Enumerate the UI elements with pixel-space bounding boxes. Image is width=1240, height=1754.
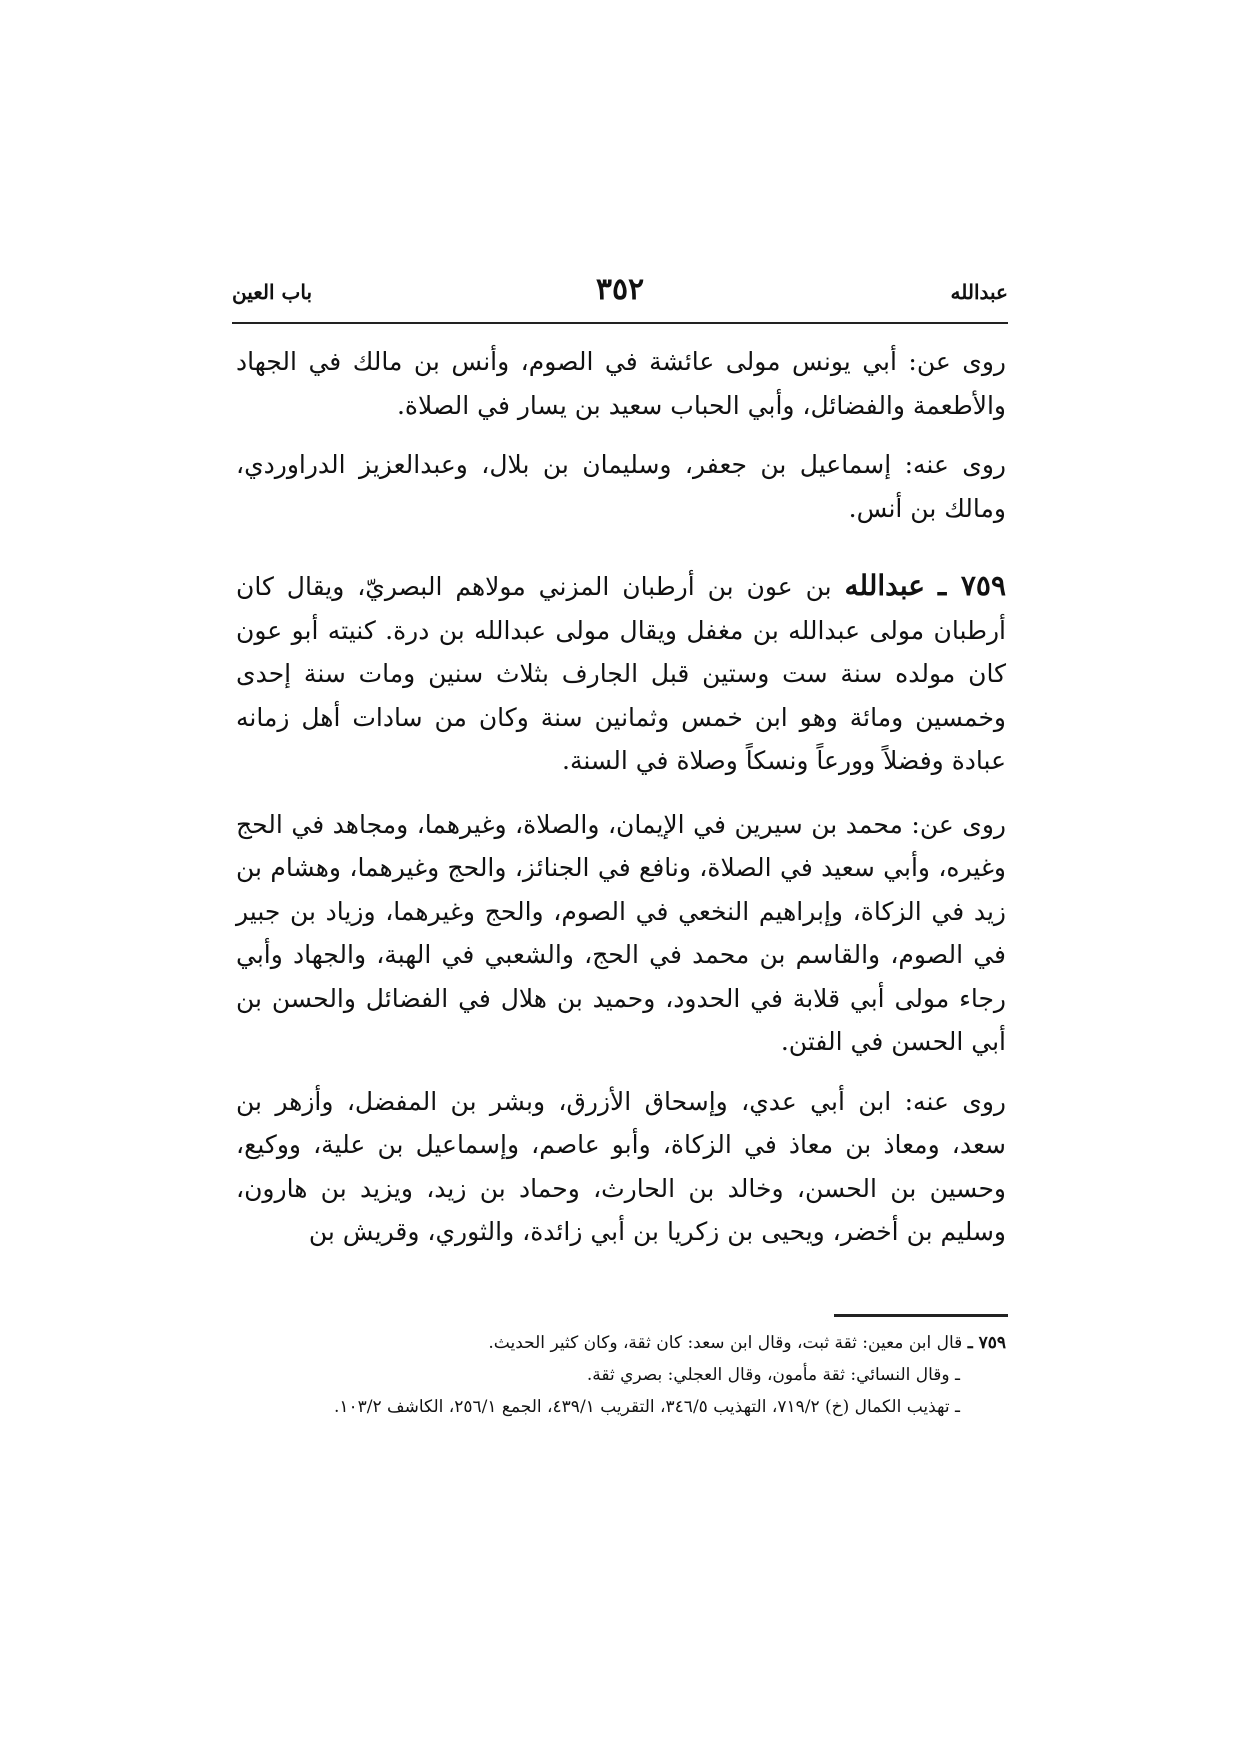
page-number: ٣٥٢ xyxy=(595,272,645,307)
footnote-text-1: قال ابن معين: ثقة ثبت، وقال ابن سعد: كان ثقة، وكان كثير الحديث. xyxy=(488,1333,968,1353)
footnotes xyxy=(236,1328,1006,1424)
main-text xyxy=(236,340,1006,1270)
footnote-rule xyxy=(834,1314,1008,1317)
paragraph-narrators-from-him: روى عنه: إسماعيل بن جعفر، وسليمان بن بلال، وعبدالعزيز الدراوردي، ومالك بن أنس. xyxy=(236,450,1006,523)
entry-759 xyxy=(236,564,1006,783)
paragraph-narrated-from: روى عن: أبي يونس مولى عائشة في الصوم، وأنس بن مالك في الجهاد والأطعمة والفضائل، وأبي الحباب سعيد بن يسار في الصلاة. xyxy=(236,347,1006,420)
running-head-left: باب العين xyxy=(232,280,313,304)
entry-biography: بن عون بن أرطبان المزني مولاهم البصريّ، ويقال كان أرطبان مولى عبدالله بن مغفل ويقال مولى عبدالله بن درة. كنيته أبو عون كان مولده سنة ست وستين قبل الجارف بثلاث سنين ومات سنة إحدى وخمسين ومائة وهو ابن خمس وثمانين سنة وكان من سادات أهل زمانه عبادة وفضلاً وورعاً ونسكاً وصلاة في السنة. xyxy=(236,572,1006,775)
footnote-number: ٧٥٩ ـ xyxy=(967,1333,1006,1353)
footnote-line-2: ـ وقال النسائي: ثقة مأمون، وقال العجلي: بصري ثقة. xyxy=(586,1365,960,1385)
page-header xyxy=(232,272,1008,316)
running-head-right: عبدالله xyxy=(950,280,1008,304)
entry-number: ٧٥٩ ـ xyxy=(937,569,1006,602)
footnote-line-1 xyxy=(236,1328,1006,1358)
paragraph-entry-narrated-from: روى عن: محمد بن سيرين في الإيمان، والصلاة، وغيرهما، ومجاهد في الحج وغيره، وأبي سعيد في الصلاة، ونافع في الجنائز، والحج وغيرهما، وهشام بن زيد في الزكاة، وإبراهيم النخعي في الصوم، والحج وغيرهما، وزياد بن جبير في الصوم، والقاسم بن محمد في الحج، والشعبي في الهبة، والجهاد وأبي رجاء مولى أبي قلابة في الحدود، وحميد بن هلال في الفضائل والحسن بن أبي الحسن في الفتن. xyxy=(236,809,1007,1056)
footnote-line-3: ـ تهذيب الكمال (خ) ٧١٩/٢، التهذيب ٣٤٦/٥، التقريب ٤٣٩/١، الجمع ٢٥٦/١، الكاشف ١٠٣/٢. xyxy=(333,1397,960,1417)
paragraph-entry-narrators-from-him: روى عنه: ابن أبي عدي، وإسحاق الأزرق، وبشر بن المفضل، وأزهر بن سعد، ومعاذ بن معاذ في الزكاة، وأبو عاصم، وإسماعيل بن علية، ووكيع، وحسين بن الحسن، وخالد بن الحارث، وحماد بن زيد، ويزيد بن هارون، وسليم بن أخضر، ويحيى بن زكريا بن أبي زائدة، والثوري، وقريش بن xyxy=(236,1086,1006,1246)
header-rule xyxy=(232,322,1008,324)
entry-name: عبدالله xyxy=(844,569,925,602)
